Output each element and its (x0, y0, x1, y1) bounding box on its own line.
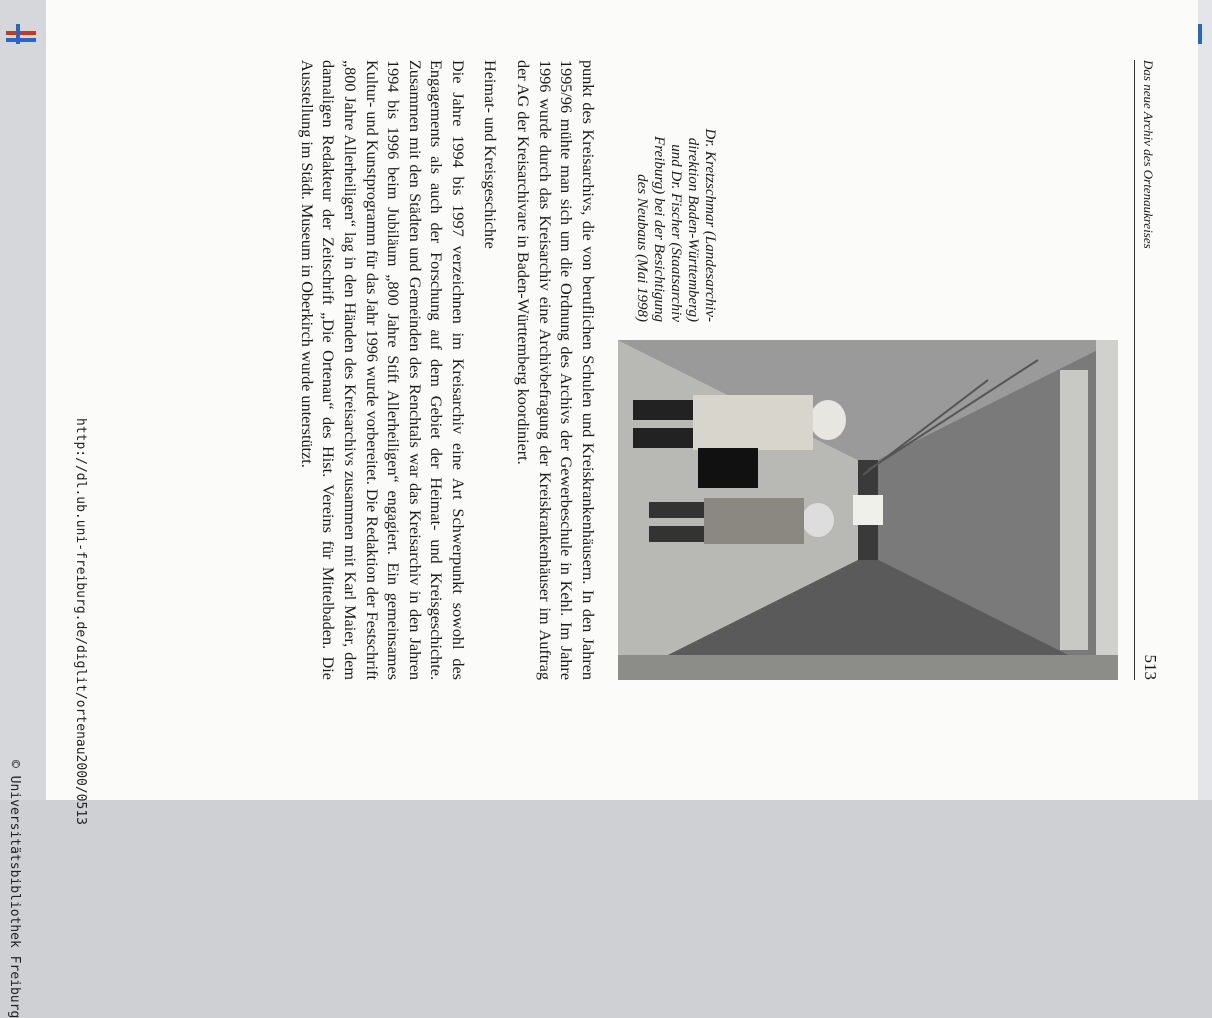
body-paragraph: punkt des Kreisarchivs, die von beruflichen Schulen und Kreiskrankenhäusern. In den Jahren 1995/96 mühte man sich um die Ordnung des Archivs der Gewerbeschule in Kehl. Im Jahre 1996 wurde durch das Kreisarchiv eine Archivbefragung der Kreiskrankenhäuser im Auftrag der AG der Kreisarchivare in Baden-Württemberg koordiniert. (514, 60, 597, 680)
page-number: 513 (1141, 654, 1160, 680)
running-head (1134, 60, 1158, 680)
viewer-right-margin (1198, 0, 1212, 800)
viewer-left-margin (0, 0, 46, 800)
caption-line: Freiburg) bei der Besichtigung (651, 136, 667, 322)
corridor-photo-drawing (618, 340, 1118, 680)
running-head-title: Das neue Archiv des Ortenaukreises (1141, 60, 1156, 249)
source-url[interactable]: http://dl.ub.uni-freiburg.de/diglit/ortenau2000/0513 (73, 418, 88, 825)
caption-line: direktion Baden-Württemberg) (685, 137, 701, 322)
viewer-right-mark-icon (1194, 14, 1208, 50)
body-paragraph: Die Jahre 1994 bis 1997 verzeichnen im Kreisarchiv eine Art Schwerpunkt sowohl des Engagements als auch der Forschung auf dem Gebiet der Heimat- und Kreisgeschichte. Zusammen mit den Städten und Gemeinden des Renchtals war das Kreisarchiv in den Jahren 1994 bis 1996 beim Jubiläum „800 Jahre Stift Allerheiligen“ engagiert. Ein gemeinsames Kultur- und Kunstprogramm für das Jahr 1996 wurde vorbereitet. Die Redaktion der Festschrift „800 Jahre Allerheiligen“ lag in den Händen des Kreisarchivs zusammen mit Karl Maier, dem damaligen Redakteur der Zeitschrift „Die Ortenau“ des Hist. Vereins für Mittelbaden. Die Ausstellung im Städt. Museum in Oberkirch wurde unterstützt. (297, 60, 468, 680)
caption-line: und Dr. Fischer (Staatsarchiv (668, 144, 684, 322)
scanned-page (46, 0, 1198, 825)
caption-line: des Neubaus (Mai 1998) (634, 174, 650, 322)
copyright-notice: © Universitätsbibliothek Freiburg (7, 760, 22, 1018)
photo-caption (633, 60, 718, 322)
viewer-logo-icon (6, 14, 36, 50)
corridor-photograph (618, 340, 1118, 680)
section-heading: Heimat- und Kreisgeschichte (480, 60, 499, 249)
rotated-page-content (158, 60, 1158, 700)
caption-line: Dr. Kretzschmar (Landesarchiv- (702, 128, 718, 322)
body-text (295, 60, 598, 680)
